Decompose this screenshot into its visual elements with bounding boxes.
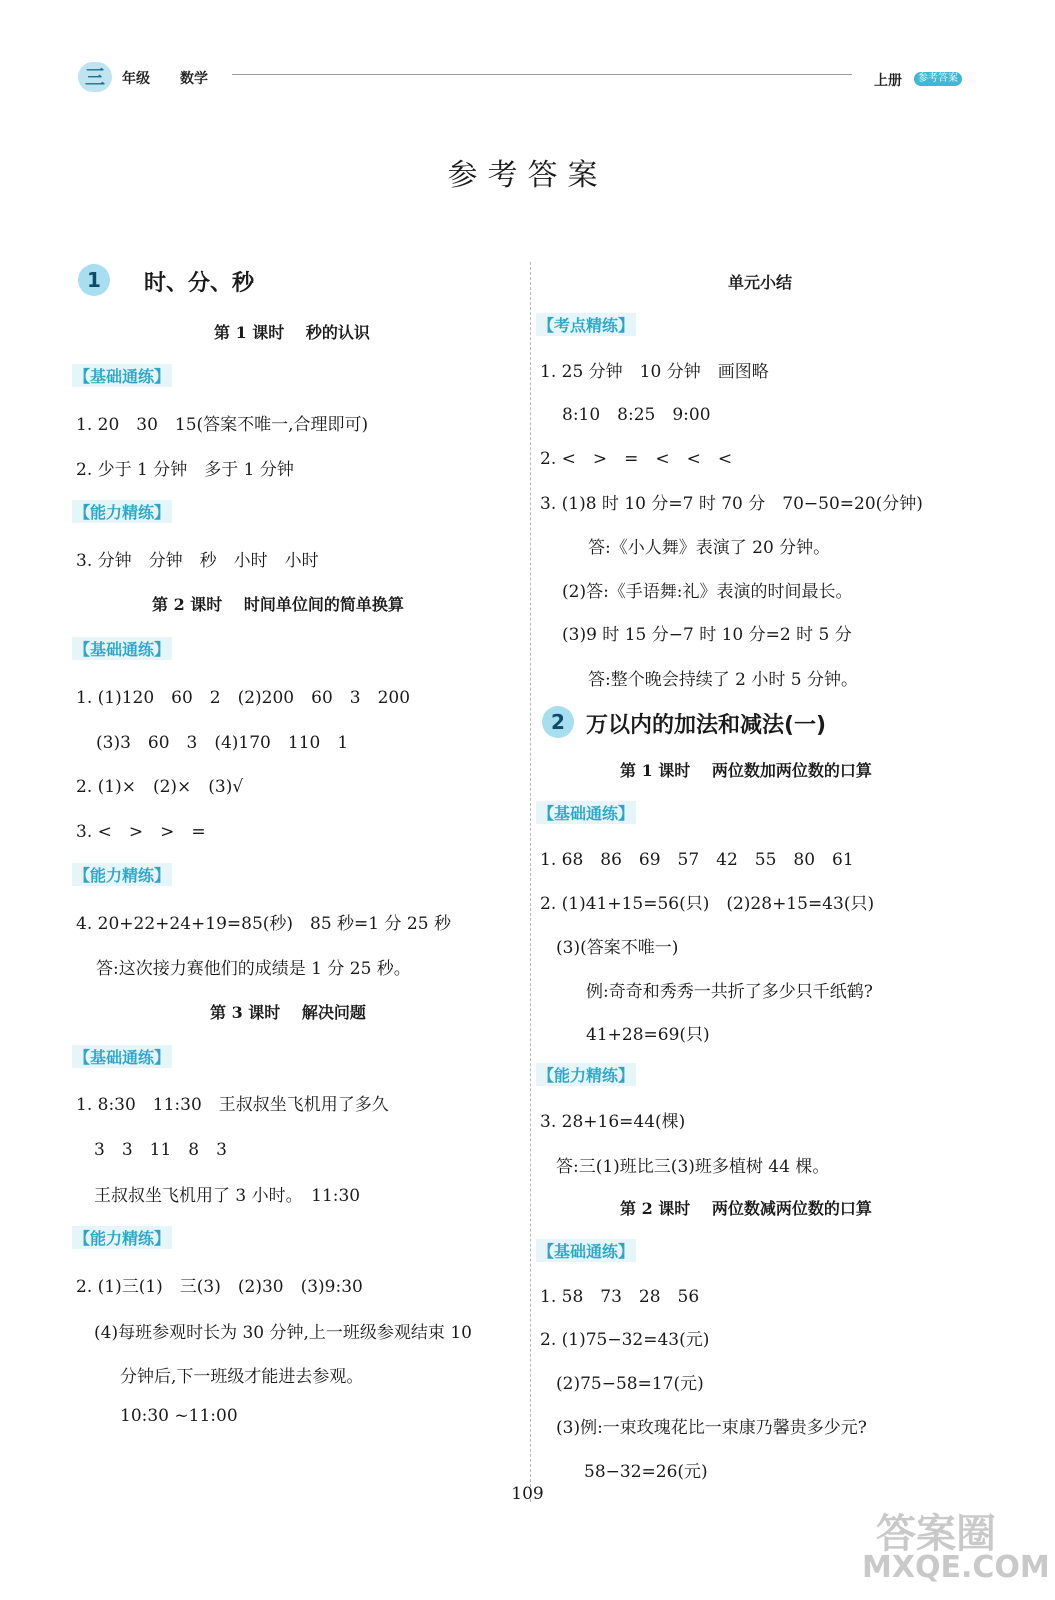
answer-line: 3. 28+16=44(棵) — [540, 1112, 686, 1132]
section-tag: 【能力精练】 — [72, 1226, 172, 1249]
watermark-logo: 答案圈 — [876, 1511, 996, 1557]
answer-line: 答:这次接力赛他们的成绩是 1 分 25 秒。 — [96, 959, 411, 979]
answer-line: 3. (1)8 时 10 分=7 时 70 分 70−50=20(分钟) — [540, 494, 923, 514]
answer-line: 1. 25 分钟 10 分钟 画图略 — [540, 362, 769, 382]
lesson-heading: 第 3 课时 解决问题 — [210, 1003, 366, 1022]
section-tag: 【基础通练】 — [536, 1239, 636, 1262]
answer-line: 答:《小人舞》表演了 20 分钟。 — [588, 538, 831, 558]
answer-line: 2. 少于 1 分钟 多于 1 分钟 — [76, 460, 294, 480]
answer-line: 8:10 8:25 9:00 — [562, 405, 711, 425]
answer-line: 3 3 11 8 3 — [94, 1140, 227, 1160]
answer-line: 2. < > = < < < — [540, 449, 733, 469]
answer-line: (3)(答案不唯一) — [556, 938, 679, 958]
grade-badge: 三 — [78, 62, 112, 92]
answer-line: 分钟后,下一班级才能进去参观。 — [120, 1367, 364, 1387]
answer-line: 58−32=26(元) — [584, 1462, 708, 1482]
answer-line: 4. 20+22+24+19=85(秒) 85 秒=1 分 25 秒 — [76, 914, 451, 934]
answer-line: 2. (1)三(1) 三(3) (2)30 (3)9:30 — [76, 1277, 363, 1297]
answer-line: 1. 8:30 11:30 王叔叔坐飞机用了多久 — [76, 1095, 389, 1115]
column-divider — [530, 262, 531, 1502]
answer-line: 41+28=69(只) — [586, 1025, 710, 1045]
answer-line: 3. < > > = — [76, 822, 206, 842]
page-title: 参考答案 — [447, 158, 608, 193]
answer-line: 例:奇奇和秀秀一共折了多少只千纸鹤? — [586, 982, 873, 1002]
answer-line: (2)75−58=17(元) — [556, 1374, 704, 1394]
lesson-heading: 第 1 课时 秒的认识 — [214, 323, 370, 342]
answer-tag: 参考答案 — [914, 72, 962, 86]
answer-line: 2. (1)75−32=43(元) — [540, 1330, 710, 1350]
answer-line: 王叔叔坐飞机用了 3 小时。 11:30 — [94, 1186, 361, 1206]
answer-line: 答:整个晚会持续了 2 小时 5 分钟。 — [588, 670, 858, 690]
header-rule — [232, 74, 852, 75]
answer-line: 2. (1)× (2)× (3)√ — [76, 777, 244, 797]
answer-line: 1. (1)120 60 2 (2)200 60 3 200 — [76, 688, 411, 708]
answer-line: (3)9 时 15 分−7 时 10 分=2 时 5 分 — [562, 625, 852, 645]
volume-label: 上册 — [874, 73, 902, 89]
subject-label: 数学 — [180, 71, 208, 87]
section-tag: 【能力精练】 — [536, 1063, 636, 1086]
answer-line: 10:30 ~11:00 — [120, 1406, 238, 1426]
section-tag: 【能力精练】 — [72, 863, 172, 886]
chapter-number-2: 2 — [542, 706, 574, 738]
section-tag: 【考点精练】 — [536, 313, 636, 336]
chapter-title-2: 万以内的加法和减法(一) — [586, 713, 827, 738]
lesson-heading: 第 1 课时 两位数加两位数的口算 — [620, 761, 872, 780]
grade-label: 年级 — [122, 71, 150, 87]
summary-heading: 单元小结 — [728, 273, 793, 292]
answer-line: (3)例:一束玫瑰花比一束康乃馨贵多少元? — [556, 1418, 867, 1438]
answer-line: (2)答:《手语舞:礼》表演的时间最长。 — [562, 582, 853, 602]
answer-line: 3. 分钟 分钟 秒 小时 小时 — [76, 551, 319, 571]
chapter-number-1: 1 — [78, 264, 110, 296]
answer-line: (4)每班参观时长为 30 分钟,上一班级参观结束 10 — [94, 1323, 472, 1343]
watermark-url: MXQE.COM — [862, 1550, 1050, 1585]
section-tag: 【基础通练】 — [72, 1045, 172, 1068]
section-tag: 【基础通练】 — [72, 364, 172, 387]
answer-line: 1. 58 73 28 56 — [540, 1287, 700, 1307]
answer-line: 2. (1)41+15=56(只) (2)28+15=43(只) — [540, 894, 875, 914]
answer-line: (3)3 60 3 (4)170 110 1 — [96, 733, 349, 753]
lesson-heading: 第 2 课时 两位数减两位数的口算 — [620, 1199, 872, 1218]
page-number: 109 — [511, 1484, 544, 1504]
chapter-title-1: 时、分、秒 — [144, 271, 255, 296]
answer-line: 1. 68 86 69 57 42 55 80 61 — [540, 850, 854, 870]
answer-line: 答:三(1)班比三(3)班多植树 44 棵。 — [556, 1157, 830, 1177]
section-tag: 【基础通练】 — [536, 801, 636, 824]
section-tag: 【基础通练】 — [72, 637, 172, 660]
answer-line: 1. 20 30 15(答案不唯一,合理即可) — [76, 415, 369, 435]
lesson-heading: 第 2 课时 时间单位间的简单换算 — [152, 595, 404, 614]
section-tag: 【能力精练】 — [72, 500, 172, 523]
